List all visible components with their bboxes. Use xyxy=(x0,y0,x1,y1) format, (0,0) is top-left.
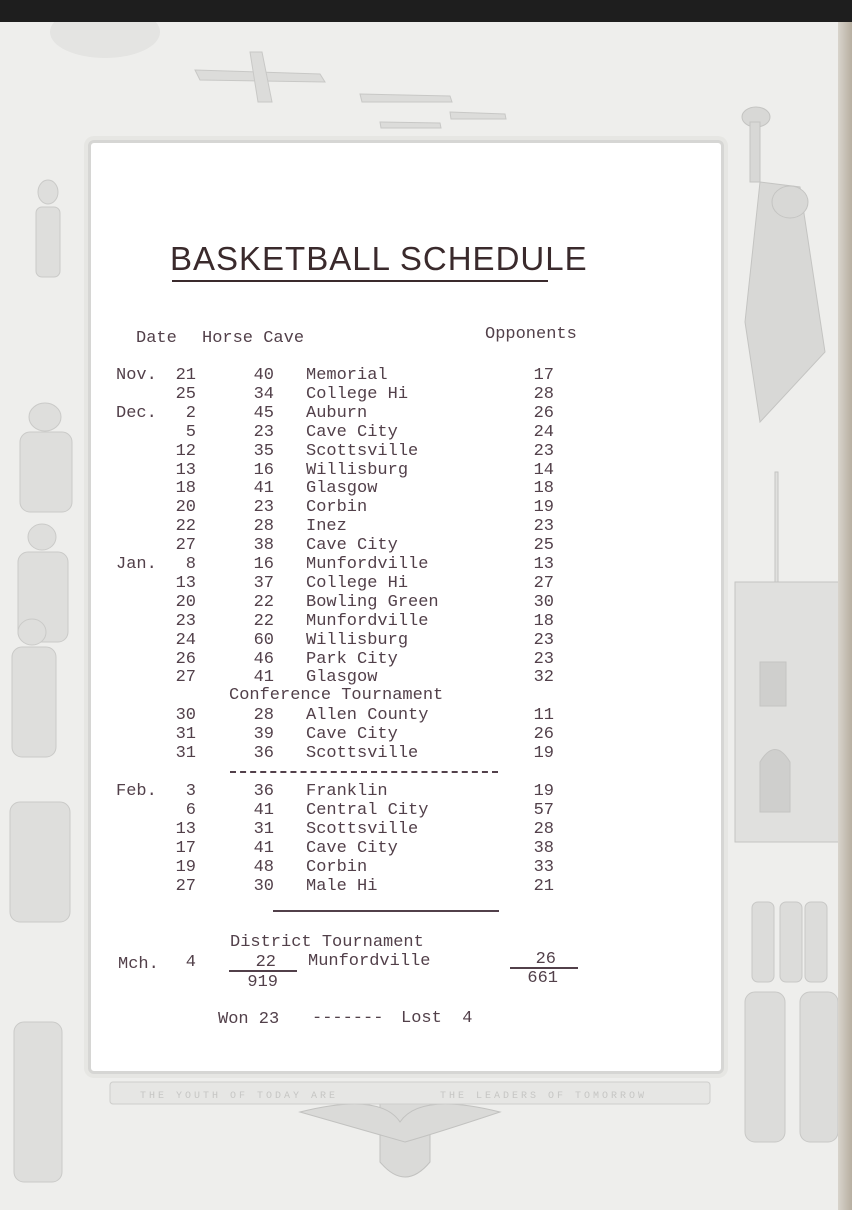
opponent-cell: Scottsville xyxy=(306,819,419,839)
day-cell: 27 xyxy=(175,876,196,896)
day-cell: 31 xyxy=(175,724,196,744)
opp-score-cell: 27 xyxy=(533,573,554,593)
hc-score-cell: 22 xyxy=(253,611,274,631)
hc-score-cell: 41 xyxy=(253,800,274,820)
opp-score-cell: 14 xyxy=(533,460,554,480)
day-cell: 19 xyxy=(175,857,196,877)
opponent-cell: Cave City xyxy=(306,536,398,556)
opponent-cell: College Hi xyxy=(306,573,409,593)
district-opponent: Munfordville xyxy=(308,952,431,971)
opponent-cell: Franklin xyxy=(306,782,388,801)
day-cell: 17 xyxy=(175,838,196,858)
opponent-cell: Scottsville xyxy=(306,743,419,763)
opp-score-cell: 23 xyxy=(533,630,554,650)
district-opp-score: 26 xyxy=(535,950,556,969)
opp-score-cell: 32 xyxy=(533,668,554,688)
conference-label: Conference Tournament xyxy=(229,686,444,705)
district-hc-score: 22 xyxy=(255,953,276,972)
month-cell: Nov. xyxy=(116,366,157,385)
page-edge-shadow xyxy=(838,22,852,1210)
hc-score-cell: 41 xyxy=(253,838,274,858)
header-home-team: Horse Cave xyxy=(202,329,305,348)
opponent-cell: Memorial xyxy=(306,366,388,385)
top-dark-edge xyxy=(0,0,852,22)
opp-score-cell: 23 xyxy=(533,517,554,537)
opponent-cell: Willisburg xyxy=(306,630,409,650)
day-cell: 21 xyxy=(175,366,196,385)
hc-score-cell: 38 xyxy=(253,536,274,556)
total-rule-home xyxy=(229,970,297,972)
hc-score-cell: 36 xyxy=(253,782,274,801)
opp-score-cell: 17 xyxy=(533,366,554,385)
opponent-cell: Willisburg xyxy=(306,460,409,480)
opp-score-cell: 26 xyxy=(533,724,554,744)
hc-score-cell: 37 xyxy=(253,573,274,593)
day-cell: 27 xyxy=(175,536,196,556)
opp-score-cell: 57 xyxy=(533,800,554,820)
header-date: Date xyxy=(136,329,177,348)
hc-score-cell: 60 xyxy=(253,630,274,650)
title-underline xyxy=(172,280,548,282)
opp-score-cell: 28 xyxy=(533,384,554,404)
hc-score-cell: 35 xyxy=(253,441,274,461)
opp-score-cell: 23 xyxy=(533,441,554,461)
hc-score-cell: 16 xyxy=(253,555,274,574)
section-divider xyxy=(273,910,499,912)
hc-score-cell: 28 xyxy=(253,706,274,725)
day-cell: 31 xyxy=(175,743,196,763)
hc-score-cell: 40 xyxy=(253,366,274,385)
day-cell: 3 xyxy=(185,782,196,801)
district-day: 4 xyxy=(185,953,196,972)
month-cell: Dec. xyxy=(116,403,157,423)
hc-score-cell: 41 xyxy=(253,668,274,688)
hc-score-cell: 23 xyxy=(253,498,274,518)
opp-score-cell: 18 xyxy=(533,479,554,499)
hc-score-cell: 16 xyxy=(253,460,274,480)
section-divider xyxy=(230,771,498,773)
opp-score-cell: 38 xyxy=(533,838,554,858)
opp-score-cell: 28 xyxy=(533,819,554,839)
district-label: District Tournament xyxy=(230,933,424,952)
day-cell: 25 xyxy=(175,384,196,404)
hc-score-cell: 41 xyxy=(253,479,274,499)
hc-score-cell: 23 xyxy=(253,422,274,442)
header-opponents: Opponents xyxy=(485,325,577,344)
opponent-cell: Bowling Green xyxy=(306,592,439,612)
month-cell: Feb. xyxy=(116,782,157,801)
opponent-cell: Cave City xyxy=(306,838,398,858)
opponent-cell: Inez xyxy=(306,517,347,537)
opponent-cell: Munfordville xyxy=(306,555,429,574)
hc-score-cell: 22 xyxy=(253,592,274,612)
hc-score-cell: 31 xyxy=(253,819,274,839)
day-cell: 8 xyxy=(185,555,196,574)
day-cell: 6 xyxy=(185,800,196,820)
banner-text-right: THE LEADERS OF TOMORROW xyxy=(440,1091,648,1102)
opp-score-cell: 33 xyxy=(533,857,554,877)
opponent-cell: Auburn xyxy=(306,403,368,423)
opp-score-cell: 13 xyxy=(533,555,554,574)
opp-score-cell: 26 xyxy=(533,403,554,423)
opponent-cell: Male Hi xyxy=(306,876,378,896)
day-cell: 13 xyxy=(175,573,196,593)
day-cell: 20 xyxy=(175,498,196,518)
hc-score-cell: 39 xyxy=(253,724,274,744)
hc-score-cell: 30 xyxy=(253,876,274,896)
day-cell: 13 xyxy=(175,460,196,480)
hc-score-cell: 34 xyxy=(253,384,274,404)
day-cell: 23 xyxy=(175,611,196,631)
opp-score-cell: 24 xyxy=(533,422,554,442)
opponent-cell: Glasgow xyxy=(306,479,378,499)
day-cell: 18 xyxy=(175,479,196,499)
opponent-cell: Munfordville xyxy=(306,611,429,631)
opponent-cell: College Hi xyxy=(306,384,409,404)
opp-score-cell: 19 xyxy=(533,498,554,518)
opponent-cell: Cave City xyxy=(306,422,398,442)
opponent-cell: Glasgow xyxy=(306,668,378,688)
total-hc: 919 xyxy=(247,973,278,992)
opponent-cell: Corbin xyxy=(306,857,368,877)
day-cell: 26 xyxy=(175,649,196,669)
hc-score-cell: 45 xyxy=(253,403,274,423)
day-cell: 2 xyxy=(185,403,196,423)
hc-score-cell: 46 xyxy=(253,649,274,669)
month-cell: Jan. xyxy=(116,555,157,574)
page-title: BASKETBALL SCHEDULE xyxy=(170,240,588,277)
opponent-cell: Park City xyxy=(306,649,398,669)
won-record: Won 23 xyxy=(218,1010,280,1029)
day-cell: 5 xyxy=(185,422,196,442)
lost-record: Lost 4 xyxy=(401,1009,473,1028)
day-cell: 27 xyxy=(175,668,196,688)
day-cell: 22 xyxy=(175,517,196,537)
hc-score-cell: 28 xyxy=(253,517,274,537)
opp-score-cell: 30 xyxy=(533,592,554,612)
district-month: Mch. xyxy=(118,955,159,974)
opp-score-cell: 19 xyxy=(533,782,554,801)
opp-score-cell: 25 xyxy=(533,536,554,556)
opponent-cell: Cave City xyxy=(306,724,398,744)
day-cell: 24 xyxy=(175,630,196,650)
day-cell: 20 xyxy=(175,592,196,612)
day-cell: 13 xyxy=(175,819,196,839)
record-dashes: ------- xyxy=(312,1009,384,1028)
opp-score-cell: 23 xyxy=(533,649,554,669)
opponent-cell: Scottsville xyxy=(306,441,419,461)
hc-score-cell: 36 xyxy=(253,743,274,763)
opp-score-cell: 21 xyxy=(533,876,554,896)
opp-score-cell: 18 xyxy=(533,611,554,631)
opponent-cell: Central City xyxy=(306,800,429,820)
day-cell: 30 xyxy=(175,706,196,725)
hc-score-cell: 48 xyxy=(253,857,274,877)
opp-score-cell: 19 xyxy=(533,743,554,763)
banner-text-left: THE YOUTH OF TODAY ARE xyxy=(140,1091,339,1102)
opponent-cell: Corbin xyxy=(306,498,368,518)
opponent-cell: Allen County xyxy=(306,706,429,725)
opp-score-cell: 11 xyxy=(533,706,554,725)
total-opp: 661 xyxy=(527,969,558,988)
day-cell: 12 xyxy=(175,441,196,461)
